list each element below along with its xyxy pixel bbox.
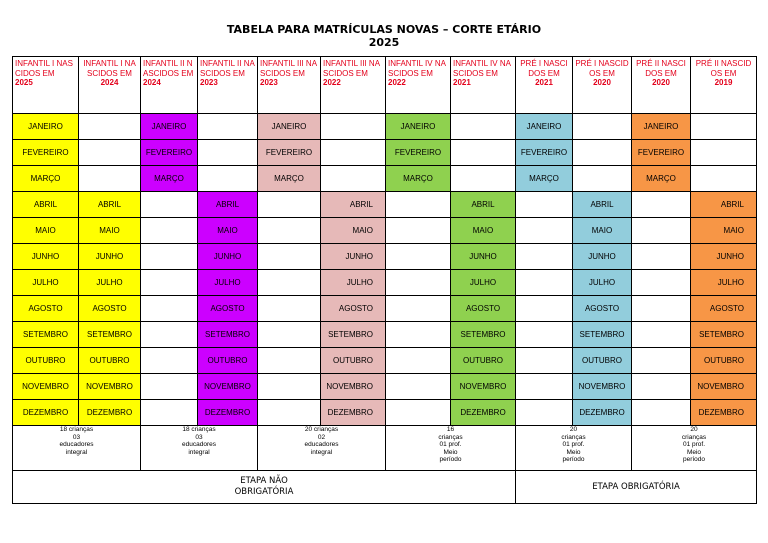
- capacity-cell: [516, 426, 632, 471]
- capacity-line: integral: [65, 448, 88, 456]
- capacity-line: educadores: [304, 441, 339, 448]
- month-cell: [691, 166, 757, 192]
- month-cell: NOVEMBRO: [451, 374, 516, 400]
- column-header-year: 2020: [593, 78, 611, 87]
- capacity-line: 01 prof.: [562, 441, 585, 448]
- month-cell: [386, 348, 451, 374]
- month-cell: FEVEREIRO: [386, 140, 451, 166]
- month-cell: MARÇO: [632, 166, 691, 192]
- month-cell: [516, 296, 573, 322]
- column-header-year: 2019: [714, 78, 733, 87]
- month-cell: NOVEMBRO: [79, 374, 141, 400]
- capacity-cell: [141, 426, 258, 471]
- month-cell: OUTUBRO: [573, 348, 632, 374]
- column-header-year: 2021: [453, 78, 471, 87]
- month-cell: [573, 166, 632, 192]
- month-cell: JULHO: [321, 270, 386, 296]
- month-cell: FEVEREIRO: [13, 140, 79, 166]
- month-row: [13, 166, 757, 192]
- month-cell: ABRIL: [198, 192, 258, 218]
- month-cell: MARÇO: [258, 166, 321, 192]
- month-cell: JANEIRO: [258, 114, 321, 140]
- month-cell: [79, 140, 141, 166]
- month-row: [13, 374, 757, 400]
- month-row: [13, 296, 757, 322]
- month-cell: [516, 192, 573, 218]
- capacity-line: Meio: [566, 448, 581, 456]
- month-cell: [386, 296, 451, 322]
- column-header-label: INFANTIL I NASCIDOS EM: [83, 59, 136, 78]
- month-cell: [386, 192, 451, 218]
- capacity-line: 20: [569, 426, 578, 433]
- column-header-year: 2024: [143, 78, 161, 87]
- month-row: [13, 114, 757, 140]
- month-cell: [198, 140, 258, 166]
- month-cell: [258, 218, 321, 244]
- column-header-label: INFANTIL III NASCIDOS EM: [260, 59, 318, 78]
- month-cell: AGOSTO: [321, 296, 386, 322]
- month-cell: JUNHO: [573, 244, 632, 270]
- month-cell: JULHO: [691, 270, 757, 296]
- month-cell: AGOSTO: [691, 296, 757, 322]
- month-cell: JANEIRO: [386, 114, 451, 140]
- month-cell: [516, 218, 573, 244]
- month-cell: OUTUBRO: [321, 348, 386, 374]
- month-cell: OUTUBRO: [79, 348, 141, 374]
- month-cell: NOVEMBRO: [13, 374, 79, 400]
- month-cell: ABRIL: [79, 192, 141, 218]
- column-header: [258, 57, 321, 114]
- month-cell: [451, 140, 516, 166]
- month-cell: [258, 244, 321, 270]
- month-cell: [258, 296, 321, 322]
- month-row: [13, 140, 757, 166]
- month-cell: [632, 270, 691, 296]
- enrollment-table: [12, 56, 757, 504]
- column-header: [516, 57, 573, 114]
- capacity-line: 18 crianças: [59, 426, 94, 433]
- month-cell: ABRIL: [451, 192, 516, 218]
- capacity-line: integral: [310, 448, 333, 456]
- capacity-line: educadores: [59, 441, 94, 448]
- capacity-cell: [386, 426, 516, 471]
- month-cell: [516, 348, 573, 374]
- capacity-line: 16: [446, 426, 455, 433]
- month-cell: DEZEMBRO: [573, 400, 632, 426]
- etapa-nao-line2: OBRIGATÓRIA: [234, 487, 294, 497]
- month-cell: JULHO: [79, 270, 141, 296]
- month-row: [13, 348, 757, 374]
- month-cell: [516, 400, 573, 426]
- month-cell: ABRIL: [691, 192, 757, 218]
- month-cell: SETEMBRO: [79, 322, 141, 348]
- month-cell: [198, 114, 258, 140]
- month-cell: [141, 192, 198, 218]
- capacity-line: crianças: [681, 433, 707, 441]
- month-cell: [632, 296, 691, 322]
- column-header: [573, 57, 632, 114]
- capacity-line: educadores: [182, 441, 216, 448]
- capacity-line: 02: [317, 433, 326, 441]
- month-cell: MARÇO: [13, 166, 79, 192]
- month-cell: [141, 296, 198, 322]
- month-cell: DEZEMBRO: [13, 400, 79, 426]
- month-cell: SETEMBRO: [691, 322, 757, 348]
- month-cell: MAIO: [573, 218, 632, 244]
- month-cell: MAIO: [198, 218, 258, 244]
- month-cell: AGOSTO: [451, 296, 516, 322]
- month-cell: [258, 192, 321, 218]
- month-cell: DEZEMBRO: [691, 400, 757, 426]
- column-header-year: 2022: [388, 78, 406, 87]
- month-row: [13, 244, 757, 270]
- column-header-year: 2024: [100, 78, 119, 87]
- column-header-label: PRÉ I NASCIDOS EM: [575, 59, 629, 78]
- month-cell: FEVEREIRO: [632, 140, 691, 166]
- capacity-line: período: [439, 456, 462, 463]
- month-cell: DEZEMBRO: [321, 400, 386, 426]
- capacity-line: 01 prof.: [439, 441, 462, 448]
- capacity-line: integral: [188, 448, 210, 456]
- etapa-row: [13, 471, 757, 504]
- month-cell: [516, 322, 573, 348]
- month-cell: OUTUBRO: [691, 348, 757, 374]
- column-header-label: INFANTIL II NASCIDOS EM: [143, 59, 194, 78]
- capacity-line: 03: [195, 433, 203, 441]
- capacity-line: 01 prof.: [682, 441, 706, 448]
- column-header: [691, 57, 757, 114]
- month-cell: [573, 114, 632, 140]
- column-header-label: INFANTIL IV NASCIDOS EM: [453, 59, 511, 78]
- capacity-line: crianças: [438, 433, 463, 441]
- month-cell: [198, 166, 258, 192]
- capacity-line: 03: [72, 433, 81, 441]
- month-cell: SETEMBRO: [321, 322, 386, 348]
- month-cell: JANEIRO: [516, 114, 573, 140]
- column-header-year: 2023: [200, 78, 218, 87]
- month-cell: [516, 374, 573, 400]
- header-row: [13, 57, 757, 114]
- month-cell: ABRIL: [321, 192, 386, 218]
- month-cell: MAIO: [79, 218, 141, 244]
- capacity-row: [13, 426, 757, 471]
- month-cell: [258, 348, 321, 374]
- column-header: [451, 57, 516, 114]
- month-cell: [141, 400, 198, 426]
- month-row: [13, 400, 757, 426]
- month-row: [13, 218, 757, 244]
- month-cell: SETEMBRO: [451, 322, 516, 348]
- month-cell: [258, 322, 321, 348]
- capacity-line: Meio: [443, 448, 458, 456]
- month-cell: SETEMBRO: [198, 322, 258, 348]
- month-cell: [141, 374, 198, 400]
- month-cell: ABRIL: [573, 192, 632, 218]
- month-cell: [321, 140, 386, 166]
- month-row: [13, 270, 757, 296]
- month-row: [13, 322, 757, 348]
- month-cell: JULHO: [13, 270, 79, 296]
- month-cell: NOVEMBRO: [691, 374, 757, 400]
- column-header: [141, 57, 198, 114]
- month-cell: JANEIRO: [632, 114, 691, 140]
- capacity-line: período: [682, 456, 706, 463]
- month-cell: [632, 374, 691, 400]
- month-cell: NOVEMBRO: [321, 374, 386, 400]
- month-cell: [321, 114, 386, 140]
- month-cell: JUNHO: [321, 244, 386, 270]
- capacity-line: Meio: [686, 448, 702, 456]
- column-header-year: 2023: [260, 78, 278, 87]
- month-cell: [386, 270, 451, 296]
- month-cell: SETEMBRO: [13, 322, 79, 348]
- column-header-year: 2025: [15, 78, 33, 87]
- column-header-label: INFANTIL III NASCIDOS EM: [323, 59, 381, 78]
- month-cell: [451, 114, 516, 140]
- column-header-label: INFANTIL I NASCIDOS EM: [15, 59, 73, 78]
- month-cell: MAIO: [691, 218, 757, 244]
- capacity-line: crianças: [561, 433, 586, 441]
- month-cell: [632, 322, 691, 348]
- capacity-cell: [13, 426, 141, 471]
- month-cell: JULHO: [573, 270, 632, 296]
- month-cell: JUNHO: [79, 244, 141, 270]
- month-cell: AGOSTO: [573, 296, 632, 322]
- column-header: [632, 57, 691, 114]
- month-cell: JUNHO: [13, 244, 79, 270]
- column-header: [321, 57, 386, 114]
- month-cell: OUTUBRO: [13, 348, 79, 374]
- month-cell: [141, 244, 198, 270]
- month-cell: MARÇO: [141, 166, 198, 192]
- month-cell: [386, 400, 451, 426]
- month-cell: [141, 348, 198, 374]
- month-cell: MAIO: [451, 218, 516, 244]
- month-cell: [386, 218, 451, 244]
- column-header-label: PRÉ II NASCIDOS EM: [695, 59, 752, 78]
- month-cell: FEVEREIRO: [516, 140, 573, 166]
- month-cell: JULHO: [198, 270, 258, 296]
- month-cell: [632, 192, 691, 218]
- page-title-line2: 2025: [368, 36, 400, 49]
- column-header-label: INFANTIL IV NASCIDOS EM: [388, 59, 446, 78]
- month-cell: NOVEMBRO: [573, 374, 632, 400]
- month-cell: [79, 114, 141, 140]
- month-cell: JUNHO: [198, 244, 258, 270]
- month-cell: [386, 374, 451, 400]
- month-cell: OUTUBRO: [198, 348, 258, 374]
- month-cell: [691, 140, 757, 166]
- etapa-obrigatoria: ETAPA OBRIGATÓRIA: [516, 471, 757, 504]
- month-cell: AGOSTO: [79, 296, 141, 322]
- capacity-cell: [632, 426, 757, 471]
- month-cell: [141, 218, 198, 244]
- month-cell: [573, 140, 632, 166]
- month-cell: [451, 166, 516, 192]
- month-cell: [258, 270, 321, 296]
- month-cell: [632, 400, 691, 426]
- capacity-line: 20: [690, 426, 698, 433]
- column-header-year: 2021: [535, 78, 553, 87]
- column-header-year: 2022: [323, 78, 341, 87]
- month-cell: DEZEMBRO: [198, 400, 258, 426]
- month-cell: JANEIRO: [13, 114, 79, 140]
- month-cell: JANEIRO: [141, 114, 198, 140]
- column-header-label: PRÉ II NASCIDOS EM: [636, 59, 686, 78]
- month-cell: ABRIL: [13, 192, 79, 218]
- month-cell: JUNHO: [451, 244, 516, 270]
- month-cell: [258, 374, 321, 400]
- column-header-label: PRÉ I NASCIDOS EM: [520, 59, 568, 78]
- month-cell: MAIO: [321, 218, 386, 244]
- month-cell: JUNHO: [691, 244, 757, 270]
- month-cell: [79, 166, 141, 192]
- month-cell: [632, 244, 691, 270]
- month-cell: [691, 114, 757, 140]
- month-cell: [386, 322, 451, 348]
- month-cell: AGOSTO: [198, 296, 258, 322]
- month-cell: MARÇO: [386, 166, 451, 192]
- month-cell: [141, 322, 198, 348]
- month-cell: OUTUBRO: [451, 348, 516, 374]
- capacity-line: 20 crianças: [304, 426, 339, 433]
- column-header: [386, 57, 451, 114]
- month-cell: [632, 218, 691, 244]
- column-header: [13, 57, 79, 114]
- column-header: [79, 57, 141, 114]
- etapa-nao-obrigatoria: [13, 471, 516, 504]
- month-cell: [516, 270, 573, 296]
- month-cell: SETEMBRO: [573, 322, 632, 348]
- month-cell: MAIO: [13, 218, 79, 244]
- month-cell: DEZEMBRO: [451, 400, 516, 426]
- month-cell: AGOSTO: [13, 296, 79, 322]
- page-title-line1: TABELA PARA MATRÍCULAS NOVAS – CORTE ETÁRIO: [226, 23, 542, 36]
- month-cell: NOVEMBRO: [198, 374, 258, 400]
- month-cell: DEZEMBRO: [79, 400, 141, 426]
- month-cell: FEVEREIRO: [258, 140, 321, 166]
- month-cell: [321, 166, 386, 192]
- capacity-line: 18 crianças: [182, 426, 216, 433]
- month-cell: FEVEREIRO: [141, 140, 198, 166]
- month-cell: [516, 244, 573, 270]
- month-cell: [632, 348, 691, 374]
- capacity-line: período: [562, 456, 585, 463]
- month-row: [13, 192, 757, 218]
- column-header-label: INFANTIL II NASCIDOS EM: [200, 59, 255, 78]
- column-header: [198, 57, 258, 114]
- month-cell: JULHO: [451, 270, 516, 296]
- capacity-cell: [258, 426, 386, 471]
- month-cell: MARÇO: [516, 166, 573, 192]
- etapa-nao-line1: ETAPA NÃO: [240, 476, 288, 486]
- month-cell: [258, 400, 321, 426]
- month-cell: [386, 244, 451, 270]
- month-cell: [141, 270, 198, 296]
- column-header-year: 2020: [652, 78, 670, 87]
